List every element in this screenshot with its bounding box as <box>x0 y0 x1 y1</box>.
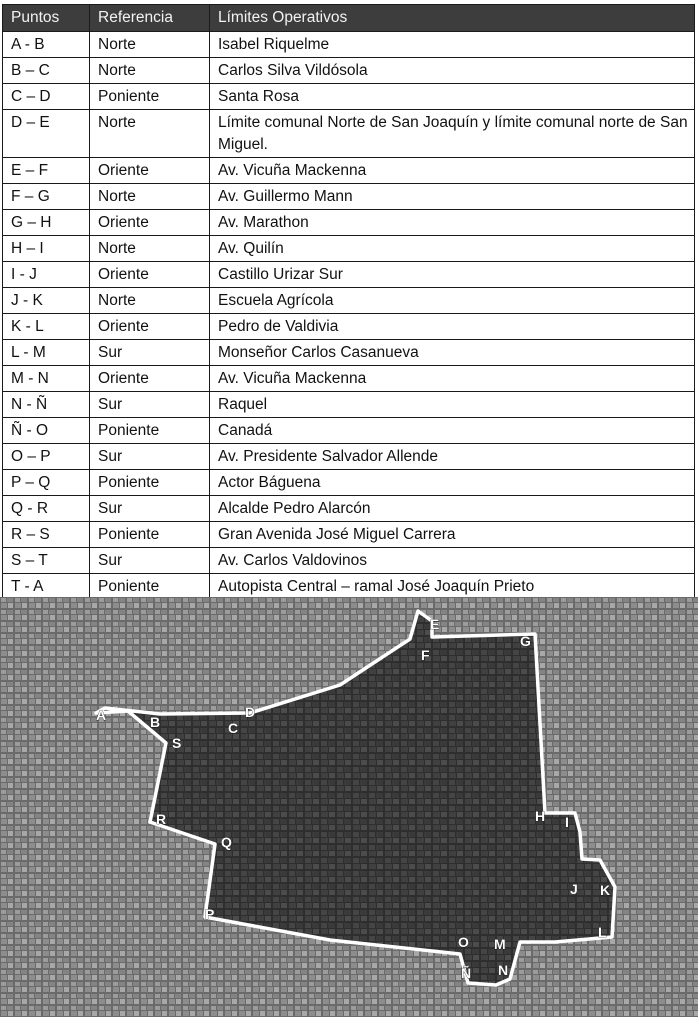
cell-referencia: Poniente <box>90 418 210 444</box>
cell-referencia: Sur <box>90 340 210 366</box>
point-label-f: F <box>421 647 430 663</box>
cell-limite: Alcalde Pedro Alarcón <box>210 496 695 522</box>
cell-referencia: Norte <box>90 236 210 262</box>
header-referencia: Referencia <box>90 5 210 32</box>
point-label-h: H <box>535 808 546 824</box>
table-row <box>3 548 695 574</box>
cell-referencia: Norte <box>90 288 210 314</box>
cell-referencia: Norte <box>90 110 210 158</box>
cell-puntos: D – E <box>3 110 90 158</box>
cell-referencia: Oriente <box>90 314 210 340</box>
table-row <box>3 392 695 418</box>
cell-puntos: L - M <box>3 340 90 366</box>
point-label-r: R <box>156 811 167 827</box>
cell-referencia: Poniente <box>90 84 210 110</box>
cell-referencia: Norte <box>90 58 210 84</box>
aerial-map <box>0 597 698 1017</box>
table-row <box>3 158 695 184</box>
cell-puntos: N - Ñ <box>3 392 90 418</box>
operational-limits-table <box>2 4 695 600</box>
cell-puntos: M - N <box>3 366 90 392</box>
header-limites-operativos: Límites Operativos <box>210 5 695 32</box>
point-label-n: N <box>498 962 509 978</box>
cell-limite: Av. Carlos Valdovinos <box>210 548 695 574</box>
point-label-o: O <box>458 934 469 950</box>
cell-limite: Pedro de Valdivia <box>210 314 695 340</box>
cell-limite: Av. Presidente Salvador Allende <box>210 444 695 470</box>
table-row <box>3 444 695 470</box>
point-label-e: E <box>430 616 440 632</box>
cell-puntos: P – Q <box>3 470 90 496</box>
table-row <box>3 184 695 210</box>
cell-referencia: Sur <box>90 496 210 522</box>
point-label-g: G <box>520 633 531 649</box>
table-row <box>3 58 695 84</box>
cell-referencia: Oriente <box>90 262 210 288</box>
cell-limite: Isabel Riquelme <box>210 32 695 58</box>
cell-limite: Gran Avenida José Miguel Carrera <box>210 522 695 548</box>
table-row <box>3 262 695 288</box>
cell-limite: Carlos Silva Vildósola <box>210 58 695 84</box>
point-label-a: A <box>96 707 107 723</box>
cell-limite: Av. Marathon <box>210 210 695 236</box>
point-label-d: D <box>245 704 256 720</box>
point-label-enye: Ñ <box>461 965 472 981</box>
cell-limite: Canadá <box>210 418 695 444</box>
cell-puntos: O – P <box>3 444 90 470</box>
cell-puntos: G – H <box>3 210 90 236</box>
cell-referencia: Poniente <box>90 470 210 496</box>
cell-limite: Av. Vicuña Mackenna <box>210 366 695 392</box>
cell-puntos: B – C <box>3 58 90 84</box>
cell-limite: Monseñor Carlos Casanueva <box>210 340 695 366</box>
cell-referencia: Poniente <box>90 522 210 548</box>
cell-puntos: T - A <box>3 574 90 600</box>
table-row <box>3 470 695 496</box>
point-label-m: M <box>494 936 506 952</box>
cell-limite: Av. Guillermo Mann <box>210 184 695 210</box>
point-label-p: P <box>205 906 215 922</box>
point-label-c: C <box>228 720 239 736</box>
table-row <box>3 32 695 58</box>
point-label-l: L <box>598 924 607 940</box>
cell-puntos: I - J <box>3 262 90 288</box>
table-row <box>3 314 695 340</box>
cell-puntos: C – D <box>3 84 90 110</box>
cell-puntos: A - B <box>3 32 90 58</box>
cell-limite: Autopista Central – ramal José Joaquín Prieto <box>210 574 695 600</box>
cell-limite: Av. Quilín <box>210 236 695 262</box>
point-label-s: S <box>172 735 182 751</box>
point-label-k: K <box>600 882 611 898</box>
table-row <box>3 522 695 548</box>
table-row <box>3 418 695 444</box>
cell-puntos: Q - R <box>3 496 90 522</box>
table-row <box>3 84 695 110</box>
cell-referencia: Sur <box>90 392 210 418</box>
cell-referencia: Oriente <box>90 366 210 392</box>
cell-limite: Actor Báguena <box>210 470 695 496</box>
table-row <box>3 366 695 392</box>
table-row <box>3 236 695 262</box>
cell-referencia: Oriente <box>90 210 210 236</box>
point-label-b: B <box>150 714 161 730</box>
table-row <box>3 288 695 314</box>
table-row <box>3 574 695 600</box>
cell-referencia: Oriente <box>90 158 210 184</box>
cell-limite: Santa Rosa <box>210 84 695 110</box>
table-row <box>3 210 695 236</box>
cell-limite: Av. Vicuña Mackenna <box>210 158 695 184</box>
cell-puntos: R – S <box>3 522 90 548</box>
cell-referencia: Norte <box>90 32 210 58</box>
cell-puntos: H – I <box>3 236 90 262</box>
cell-puntos: Ñ - O <box>3 418 90 444</box>
cell-referencia: Poniente <box>90 574 210 600</box>
point-label-q: Q <box>221 834 232 850</box>
header-puntos: Puntos <box>3 5 90 32</box>
cell-puntos: J - K <box>3 288 90 314</box>
cell-puntos: S – T <box>3 548 90 574</box>
table-row <box>3 110 695 158</box>
cell-referencia: Sur <box>90 548 210 574</box>
point-label-i: I <box>565 814 569 830</box>
cell-puntos: F – G <box>3 184 90 210</box>
cell-limite: Límite comunal Norte de San Joaquín y límite comunal norte de San Miguel. <box>210 110 695 158</box>
cell-referencia: Norte <box>90 184 210 210</box>
table-row <box>3 340 695 366</box>
cell-limite: Escuela Agrícola <box>210 288 695 314</box>
table-row <box>3 496 695 522</box>
cell-limite: Raquel <box>210 392 695 418</box>
cell-referencia: Sur <box>90 444 210 470</box>
cell-puntos: E – F <box>3 158 90 184</box>
cell-puntos: K - L <box>3 314 90 340</box>
table-header-row <box>3 5 695 32</box>
table-body <box>3 32 695 600</box>
point-label-j: J <box>570 881 578 897</box>
cell-limite: Castillo Urizar Sur <box>210 262 695 288</box>
